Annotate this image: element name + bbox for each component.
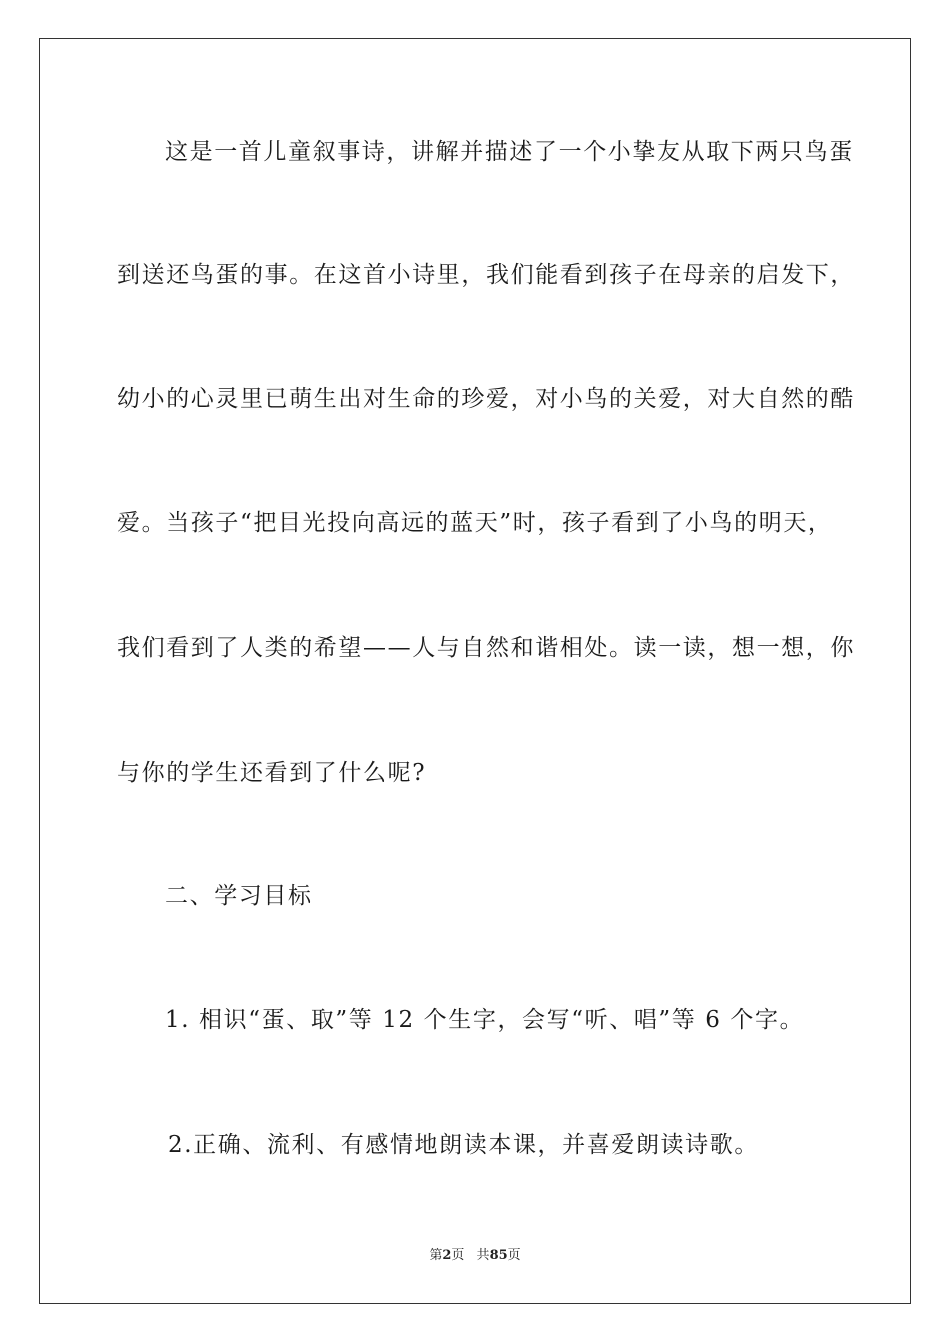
total-pages-indicator: 共85页 bbox=[476, 1248, 521, 1263]
paragraph-line-4: 爱。当孩子“把目光投向高远的蓝天”时，孩子看到了小鸟的明天， bbox=[117, 510, 833, 536]
paragraph-line-5: 我们看到了人类的希望——人与自然和谐相处。读一读，想一想，你 bbox=[117, 635, 855, 661]
section-heading: 二、学习目标 bbox=[165, 883, 313, 909]
total-pages-number: 85 bbox=[489, 1248, 508, 1263]
page-indicator: 第2页 bbox=[429, 1248, 465, 1263]
paragraph-line-1: 这是一首儿童叙事诗，讲解并描述了一个小挚友从取下两只鸟蛋 bbox=[165, 139, 854, 165]
objective-1: 1. 相识“蛋、取”等 12 个生字，会写“听、唱”等 6 个字。 bbox=[165, 1007, 805, 1033]
paragraph-line-6: 与你的学生还看到了什么呢? bbox=[117, 760, 427, 786]
paragraph-line-2: 到送还鸟蛋的事。在这首小诗里，我们能看到孩子在母亲的启发下， bbox=[117, 262, 855, 288]
paragraph-line-3: 幼小的心灵里已萌生出对生命的珍爱，对小鸟的关爱，对大自然的酷 bbox=[117, 386, 855, 412]
page-frame bbox=[39, 38, 911, 1304]
page-footer bbox=[0, 1247, 950, 1265]
objective-2: 2.正确、流利、有感情地朗读本课，并喜爱朗读诗歌。 bbox=[168, 1132, 759, 1158]
current-page-number: 2 bbox=[442, 1248, 452, 1263]
